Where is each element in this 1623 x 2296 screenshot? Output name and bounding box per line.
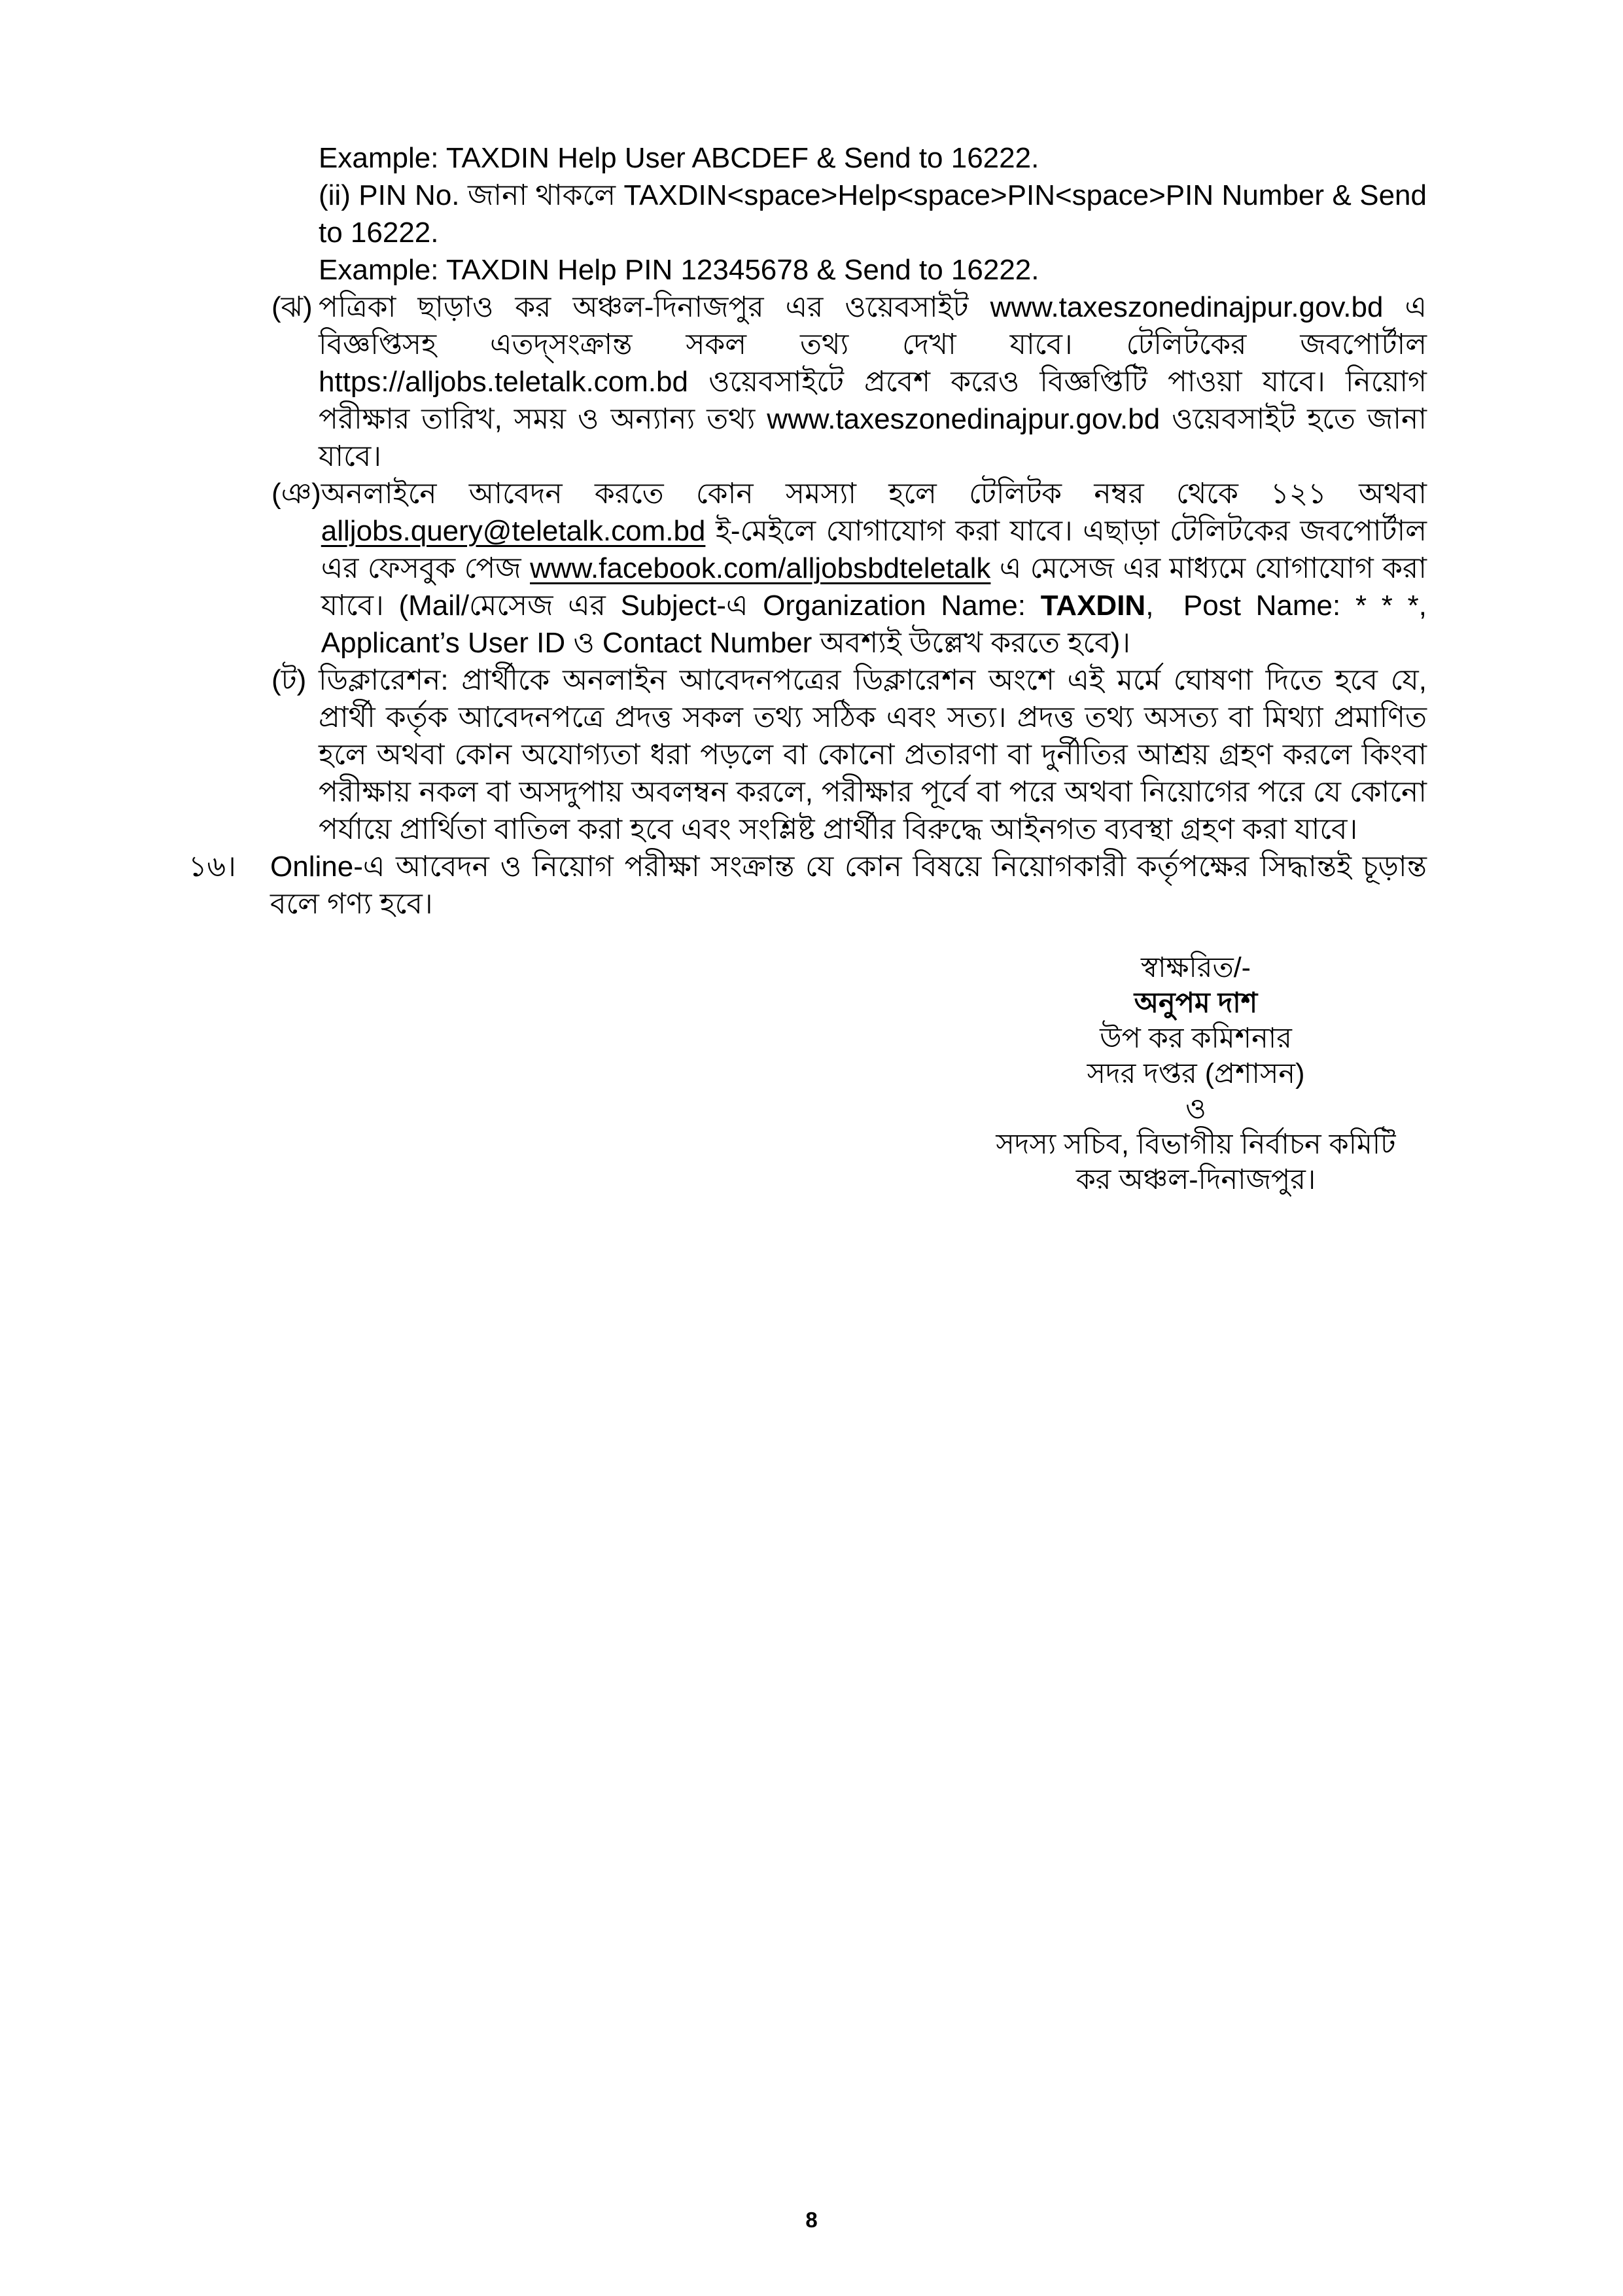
signature-line: ও [1185, 1093, 1206, 1125]
item-ta-declaration [188, 662, 1427, 848]
text-segment: এ মেসেজ এর মাধ্যমে যোগাযোগ করা যাবে। (Mail/মেসেজ এর Subject-এ Organization Name: [321, 552, 1427, 622]
underlined-url-text: alljobs.query@teletalk.com.bd [321, 515, 706, 547]
text-segment: অনলাইনে আবেদন করতে কোন সমস্যা হলে টেলিটক নম্বর থেকে ১২১ অথবা [321, 478, 1427, 510]
bold-text: TAXDIN [1040, 590, 1146, 622]
text-segment: www.taxeszonedinajpur.gov.bd [767, 403, 1161, 435]
underlined-url-text: www.facebook.com/alljobsbdteletalk [530, 552, 991, 584]
text-segment: ডিক্লারেশন: প্রার্থীকে অনলাইন আবেদনপত্রের ডিক্লারেশন অংশে এই মর্মে ঘোষণা দিতে হবে যে, প্রার্থী কর্তৃক আবেদনপত্রে প্রদত্ত সকল তথ্য সঠিক এবং সত্য। প্রদত্ত তথ্য অসত্য বা মিথ্যা প্রমাণিত হলে অথবা কোন অযোগ্যতা ধরা পড়লে বা কোনো প্রতারণা বা দুর্নীতির আশ্রয় গ্রহণ করলে কিংবা পরীক্ষায় নকল বা অসদুপায় অবলম্বন করলে, পরীক্ষার পূর্বে বা পরে অথবা নিয়োগের পরে যে কোনো পর্যায়ে প্রার্থিতা বাতিল করা হবে এবং সংশ্লিষ্ট প্রার্থীর বিরুদ্ধে আইনগত ব্যবস্থা গ্রহণ করা যাবে। [319, 664, 1427, 845]
signature-line: সদস্য সচিব, বিভাগীয় নির্বাচন কমিটি [996, 1129, 1396, 1160]
text-segment: (ii) PIN No. জানা থাকলে TAXDIN<space>Help<space>PIN<space>PIN Number & Send to 16222. [319, 179, 1427, 249]
text-segment: , Post Name: * * *, Applicant’s User ID ও Contact Number অবশ্যই উল্লেখ করতে হবে)। [321, 590, 1427, 659]
signature-line: সদর দপ্তর (প্রশাসন) [1087, 1058, 1305, 1089]
paragraph-text [270, 848, 1427, 923]
text-segment: পত্রিকা ছাড়াও কর অঞ্চল-দিনাজপুর এর ওয়েবসাইট [319, 291, 990, 323]
sms-example-pin-line [188, 251, 1427, 289]
text-segment: ওয়েবসাইটে প্রবেশ করেও বিজ্ঞপ্তিটি পাওয়া যাবে। নিয়োগ পরীক্ষার তারিখ, সময় ও অন্যান্য তথ্য [319, 366, 1427, 435]
text-segment: www.taxeszonedinajpur.gov.bd [990, 291, 1384, 323]
item-label: (ঞ) [271, 478, 321, 510]
item-label: (ঝ) [271, 291, 313, 323]
paragraph-text [319, 139, 1427, 177]
text-segment: Example: TAXDIN Help User ABCDEF & Send to 16222. [319, 142, 1039, 174]
item-16-final-decision [188, 848, 1427, 923]
sms-example-user-line [188, 139, 1427, 177]
paragraph-text [319, 251, 1427, 289]
paragraph-text [319, 662, 1427, 848]
paragraph-text [321, 475, 1427, 662]
item-label: ১৬। [188, 851, 236, 883]
sms-pin-instruction-paragraph [188, 177, 1427, 251]
item-jha-website-info [188, 289, 1427, 475]
text-segment: ই-মেইলে যোগাযোগ করা যাবে। এছাড়া টেলিটকের জবপোর্টাল এর ফেসবুক পেজ [321, 515, 1427, 584]
text-segment: https://alljobs.teletalk.com.bd [319, 366, 688, 398]
text-segment: ওয়েবসাইট হতে জানা যাবে। [319, 403, 1427, 472]
signatory-name: অনুপম দাশ [1134, 987, 1258, 1019]
text-segment: Example: TAXDIN Help PIN 12345678 & Send to 16222. [319, 254, 1039, 286]
signature-line: কর অঞ্চল-দিনাজপুর। [1075, 1164, 1316, 1195]
item-nio-contact-info [188, 475, 1427, 662]
signature-line: উপ কর কমিশনার [1100, 1023, 1292, 1054]
signature-block [836, 950, 1556, 1197]
text-segment: Online-এ আবেদন ও নিয়োগ পরীক্ষা সংক্রান্ত যে কোন বিষয়ে নিয়োগকারী কর্তৃপক্ষের সিদ্ধান্তই চূড়ান্ত বলে গণ্য হবে। [270, 851, 1427, 920]
item-label: (ট) [271, 664, 307, 696]
paragraph-text [319, 289, 1427, 475]
page-number: 8 [805, 2208, 818, 2232]
document-body [188, 139, 1427, 923]
signature-line: স্বাক্ষরিত/- [1141, 952, 1251, 983]
text-segment: এ বিজ্ঞপ্তিসহ এতদ্‌সংক্রান্ত সকল তথ্য দেখা যাবে। টেলিটকের জবপোর্টাল [319, 291, 1427, 361]
paragraph-text [319, 177, 1427, 251]
